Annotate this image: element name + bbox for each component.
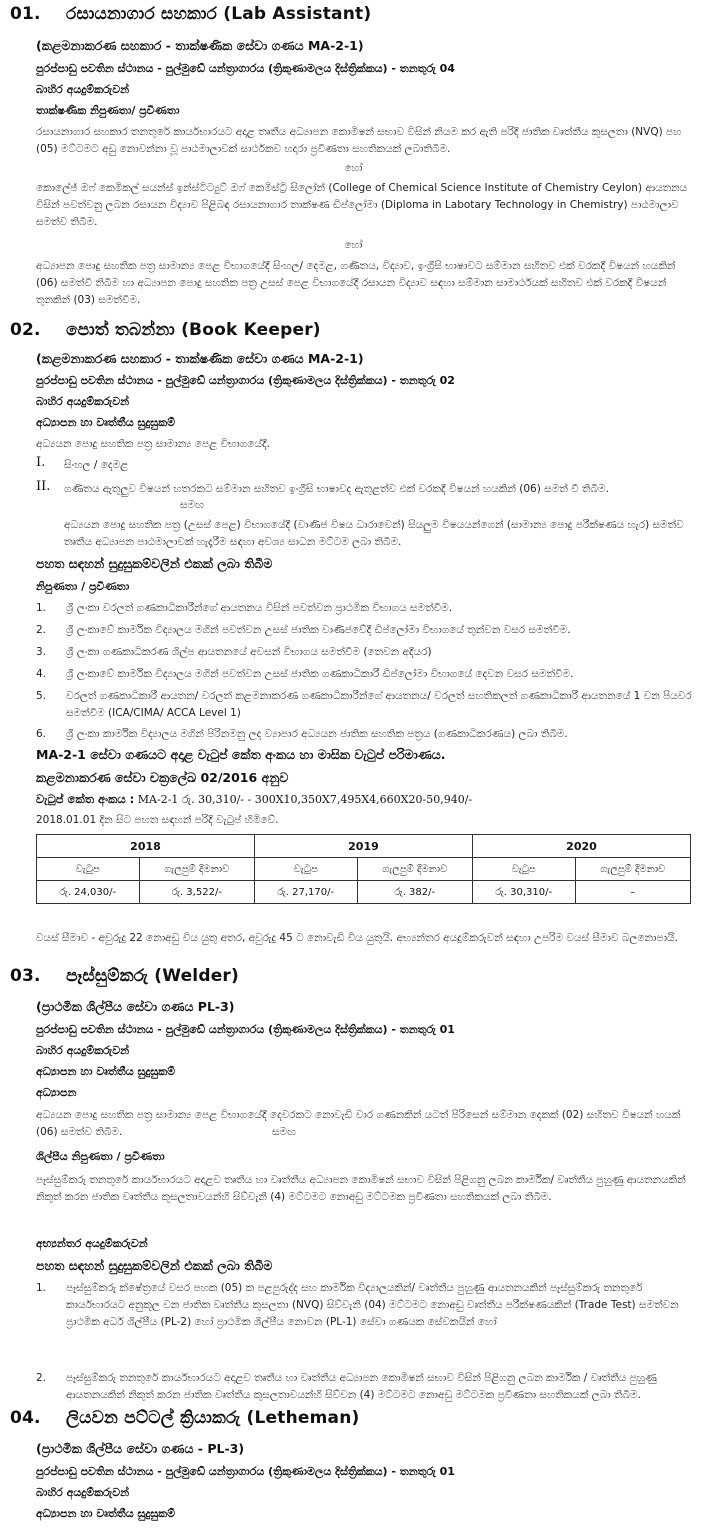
item-number: 6. <box>36 728 47 740</box>
item-number: 2. <box>36 624 47 636</box>
qualification-paragraph: කොලේජ් ඔෆ් කෙමිකල් සයන්ස් ඉන්ස්ටිට්‍යුට් ඔෆ් කෙමිස්ට්‍රි සිලෝන් (College of Chemical Science Institute of Chemistry Ceylon) ආයතනය විසින් පවත්වනු ලබන රසායන විද්‍යාව පිළිබඳ රසායනාගාර තාක්ෂණ ඩිප්ලෝමා (Diploma in Labotary Technology in Chemistry) පාඨමාලාව සමත්ව තිබීම. <box>36 182 688 228</box>
vacancy-location: පුරප්පාඩු පවතින ස්ථානය - පුල්මුඩේ යන්ත්‍රාගාරය (ත්‍රිකුණාමලය දිස්ත්‍රික්කය) - තනතුරු 04 <box>36 62 455 75</box>
service-grade: (ප්‍රාථමික ශිල්පීය සේවා ගණය - PL-3) <box>36 1441 245 1456</box>
list-item <box>36 1280 695 1331</box>
section-title: ලියවන පට්ටල් ක්‍රියාකරු (Letheman) <box>66 1408 360 1428</box>
external-applicants: බාහිර අයදුම්කරුවන් <box>36 395 130 408</box>
item-text: ශ්‍රී ලංකා කාර්මික විද්‍යාලය මගින් පිරිනමනු ලද ව්‍යාපාර අධ්‍යයන ජාතික සහතික පත්‍රය (ගණකාධිකරණය) ලබා තිබීම. <box>66 728 568 740</box>
requirement-text: සිංහල / දෙමළ <box>64 459 129 471</box>
education-heading: අධ්‍යාපන හා වෘත්තීය සුදුසුකම් <box>36 1507 175 1520</box>
salary-heading: MA-2-1 සේවා ගණයට අදාළ වැටුප් කේත අංකය හා මාසික වැටුප් පරිමාණය. <box>36 747 446 762</box>
list-item <box>36 688 695 722</box>
list-item <box>36 726 695 743</box>
year-header: 2020 <box>472 835 690 858</box>
table-row <box>37 858 691 881</box>
external-applicants: බාහිර අයදුම්කරුවන් <box>36 83 130 96</box>
vacancy-location: පුරප්පාඩු පවතින ස්ථානය - පුල්මුඩේ යන්ත්‍රාගාරය (ත්‍රිකුණාමලය දිස්ත්‍රික්කය) - තනතුරු 02 <box>36 374 455 387</box>
item-text: ශ්‍රී ලංකාවේ කාර්මික විද්‍යාලය මගින් පවත්වන උසස් ජාතික ගණකාධිකාරී ඩිප්ලෝමා විභාගයේ දෙවන වසර සමත්වීම. <box>66 668 574 680</box>
list-item <box>36 644 695 661</box>
section-02-heading <box>10 320 321 340</box>
one-of-following: පහත සඳහන් සුදුසුකම්වලින් එකක් ලබා තිබීම <box>36 556 273 571</box>
roman-numeral: I. <box>36 455 46 470</box>
table-row <box>37 881 691 904</box>
service-grade: (කළමනාකරණ සහකාර - තාක්ෂණික සේවා ගණය MA-2-1) <box>36 38 364 53</box>
column-header: ගැලපුම් දීමනාව <box>357 858 472 881</box>
qualification-paragraph: රසායනාගාර සහකාර තනතුරේ කාර්යභාරයට අදාළ තෘතීය අධ්‍යාපන කොමිෂන් සභාව විසින් නියම කර ඇති පරිදි ජාතික වෘත්තීය කුසලතා (NVQ) පහ (05) මට්ටමට අඩු නොවන්නා වූ පාඨමාලාවක් සාර්ථකව හදාරා ප්‍රවීණතා සහතිකයක් ලබාතිබීම. <box>36 126 682 155</box>
vacancy-location: පුරප්පාඩු පවතින ස්ථානය - පුල්මුඩේ යන්ත්‍රාගාරය (ත්‍රිකුණාමලය දිස්ත්‍රික්කය) - තනතුරු 01 <box>36 1465 455 1478</box>
item-number: 1. <box>36 602 47 614</box>
skills-heading: නිපුණතා / ප්‍රවීණතා <box>36 580 130 593</box>
item-number: 5. <box>36 690 47 702</box>
section-number: 02. <box>10 320 41 340</box>
list-item <box>36 622 695 639</box>
list-item <box>36 600 695 617</box>
vacancy-location: පුරප්පාඩු පවතින ස්ථානය - පුල්මුඩේ යන්ත්‍රාගාරය (ත්‍රිකුණාමලය දිස්ත්‍රික්කය) - තනතුරු 01 <box>36 1023 455 1036</box>
requirement-text: ගණිතය ඇතුලුව විෂයන් හතරකට සම්මාන සහිතව ඉංග්‍රීසි භාෂාවද ඇතුළත්ව එක් වරකදී විෂයන් හයකින් (06) සමත් වී තිබීම. <box>64 483 609 495</box>
table-cell: – <box>575 881 690 904</box>
with-label: සමඟ <box>180 499 204 511</box>
salary-code-line <box>36 792 472 807</box>
salary-from-date: 2018.01.01 දින සිට පහත සඳහන් පරිදි වැටුප් හිමිවේ. <box>36 814 279 826</box>
section-title: පොත් තබන්නා (Book Keeper) <box>66 320 321 340</box>
table-cell: රු. 382/- <box>357 881 472 904</box>
skills-heading: ශිල්පීය නිපුණතා / ප්‍රවීණතා <box>36 1150 165 1163</box>
skills-text: පෑස්සුම්කරු තනතුරේ කාර්යභාරයට අදාළව තෘතීය හා වෘත්තීය අධ්‍යාපන කොමිෂන් සභාව විසින් පිළිගනු ලබන කාර්මික/ වෘත්තීය පුහුණු ආයතනයකින් නිකුත් කරන ජාතික වෘත්තීය කුසලතාවයන්හි සිව්වැනි (4) මට්ටමට නොඅඩු මට්ටමක ප්‍රවීණතා සහතිකයක් ලබා තිබීම. <box>36 1174 686 1203</box>
age-limit-note: වයස් සීමාව - අවුරුදු 22 නොඅඩු විය යුතු අතර, අවුරුදු 45 ට නොවැඩි විය යුතුයි. අභ්‍යන්තර අයදුම්කරුවන් සඳහා උපරිම වයස් සීමාව බලනොපායි. <box>36 932 678 944</box>
or-separator: හෝ <box>344 240 363 251</box>
item-text: පෑස්සුම්කරු ක්ෂේත්‍රයේ වසර පහක (05) ක පළපුරුද්ද සහ කාර්මික විද්‍යාලයකින්/ වෘත්තීය පුහුණු ආයතනයකින් පෑස්සුම්කරු තනතුරේ කාර්යභාරයට අනුකූල වන ජාතික වෘත්තීය කුසලතා (NVQ) සිව්වැනි (04) මට්ටමට නොඅඩු වෘත්තීය පරීක්ෂණයකින් (Trade Test) සමත්වන ප්‍රාථමික අර්ධ ශිල්පීය (PL-2) හෝ ප්‍රාථමික ශිල්පීය නොවන (PL-1) සේවා ගණයක සේවකයින් හෝ <box>66 1282 679 1328</box>
education-heading: අධ්‍යාපන හා වෘත්තීය සුදුසුකම් <box>36 416 175 429</box>
service-grade: (කළමනාකරණ සහකාර - තාක්ෂණික සේවා ගණය MA-2-1) <box>36 351 364 366</box>
section-03-heading <box>10 966 239 986</box>
table-row <box>37 835 691 858</box>
salary-table <box>36 834 691 904</box>
item-number: 2. <box>36 1372 47 1384</box>
item-text: ශ්‍රී ලංකාවේ කාර්මික විද්‍යාලය මගින් පවත්වන උසස් ජාතික වාණිජවේදී ඩිප්ලෝමා විභාගයේ තුන්වන වසර සමත්වීම. <box>66 624 571 636</box>
section-01-heading <box>10 4 371 24</box>
table-cell: රු. 27,170/- <box>254 881 357 904</box>
salary-code-label: වැටුප් කේත අංකය : <box>36 792 135 806</box>
item-number: 1. <box>36 1282 47 1294</box>
column-header: වැටුප <box>37 858 140 881</box>
one-of-following: පහත සඳහන් සුදුසුකම්වලින් එකක් ලබා තිබීම <box>36 1258 273 1273</box>
education-intro: අධ්‍යයන පොදු සහතික පත්‍ර සාමාන්‍ය පෙළ විභාගයේදී. <box>36 438 270 450</box>
column-header: ගැලපුම් දීමනාව <box>139 858 254 881</box>
item-number: 4. <box>36 668 47 680</box>
education-text: අධ්‍යයන පොදු සහතික පත්‍ර සාමාන්‍ය පෙළ විභාගයේදී දෙවරකට නොවැඩි වාර ගණනකින් යටත් පිරිසෙන් සම්මාන දෙකක් (02) සහිතව විෂයන් හයක් (06) සමත්ව තිබීම. <box>36 1109 681 1138</box>
table-cell: රු. 3,522/- <box>139 881 254 904</box>
column-header: වැටුප <box>472 858 575 881</box>
item-text: ශ්‍රී ලංකා ගණකාධිකරණ ශිල්ප ආයතනයේ අවසන් විභාගය සමත්වීම (තෙවන අදියර) <box>66 646 432 658</box>
table-cell: රු. 24,030/- <box>37 881 140 904</box>
section-04-heading <box>10 1408 360 1428</box>
skills-heading: තාක්ෂණික නිපුණතා/ ප්‍රවීණතා <box>36 104 180 117</box>
roman-numeral: II. <box>36 479 51 494</box>
section-number: 03. <box>10 966 41 986</box>
education-subheading: අධ්‍යාපන <box>36 1086 77 1099</box>
table-cell: රු. 30,310/- <box>472 881 575 904</box>
education-heading: අධ්‍යාපන හා වෘත්තීය සුදුසුකම් <box>36 1065 175 1078</box>
service-grade: (ප්‍රාථමික ශිල්පීය සේවා ගණය PL-3) <box>36 999 235 1014</box>
section-number: 01. <box>10 4 41 24</box>
column-header: ගැලපුම් දීමනාව <box>575 858 690 881</box>
section-title: රසායනාගාර සහකාර (Lab Assistant) <box>66 4 372 24</box>
item-number: 3. <box>36 646 47 658</box>
external-applicants: බාහිර අයදුම්කරුවන් <box>36 1486 130 1499</box>
circular-reference: කළමනාකරණ සේවා චක්‍රලේඛ 02/2016 අනුව <box>36 770 289 785</box>
list-item <box>36 666 695 683</box>
qualification-paragraph: අධ්‍යාපන පොදු සහතික පත්‍ර සාමාන්‍ය පෙළ විභාගයේදී සිංහල/ දෙමළ, ගණිතය, විද්‍යාව, ඉංග්‍රීසි භාෂාවට සම්මාන සහිතව එක් වරකදී විෂයන් හයකින් (06) සමත්වී තිබීම හා අධ්‍යාපන පොදු සහතික පත්‍ර උසස් පෙළ විභාගයේදී රසායන විද්‍යාව සඳහා සම්මාන සාමාර්ථයක් සහිතව එක් වරකදී විෂයන් තුනකින් (03) සමත්වීම. <box>36 260 676 306</box>
item-text: පෑස්සුම්කරු තනතුරේ කාර්යභාරයට අදාළව තෘතීය හා වෘත්තීය අධ්‍යාපන කොමිෂන් සභාව විසින් පිළිගනු ලබන කාර්මික / වෘත්තීය පුහුණු ආයතනයකින් නිකුත් කරන ජාතික වෘත්තීය කුසලතාවයන්හි සිව්වන (4) මට්ටමට නොඅඩු මට්ටමක ප්‍රවීණතා සහතිකයක් ලබා තිබීම. <box>66 1372 657 1401</box>
with-label: සමඟ <box>272 1126 296 1138</box>
list-item <box>36 1370 695 1404</box>
qualification-list <box>36 600 695 740</box>
column-header: වැටුප <box>254 858 357 881</box>
or-separator: හෝ <box>344 163 363 174</box>
internal-applicants: අභ්‍යන්තර අයදුම්කරුවන් <box>36 1237 148 1250</box>
item-text: වරලත් ගණකාධිකාරී ආයතන/ වරලත් කළමනාකරණ ගණකාධිකාරීන්ගේ ආයතනය/ වරලත් සහතිකලත් ගණකාධිකාරී ආයතනයේ 1 වන පියවර සමත්වීම (ICA/CIMA/ ACCA Level 1) <box>66 690 692 719</box>
section-title: පෑස්සුම්කරු (Welder) <box>66 966 239 986</box>
salary-code-value: MA-2-1 රු. 30,310/- - 300X10,350X7,495X4,660X20-50,940/- <box>137 793 473 806</box>
item-text: ශ්‍රී ලංකා වරලත් ගණකාධිකාරීන්ගේ ආයතනය විසින් පවත්වන ප්‍රාථමික විභාගය සමත්වීම. <box>66 602 453 614</box>
year-header: 2018 <box>37 835 255 858</box>
al-requirement: අධ්‍යයන පොදු සහතික පත්‍ර (උසස් පෙළ) විභාගයේදී (වාණිජ විෂය ධාරාවෙන්) සියලුම විෂයයන්ගෙන් (සාමාන්‍ය පොදු පරීක්ෂණය හැර) සමත්ව තෘතීය අධ්‍යාපන පාඨමාලාවක් හැදෑරීම සඳහා අවශ්‍ය සාධන මට්ටම ලබා තිබීම. <box>64 519 684 548</box>
year-header: 2019 <box>254 835 472 858</box>
external-applicants: බාහිර අයදුම්කරුවන් <box>36 1044 130 1057</box>
section-number: 04. <box>10 1408 41 1428</box>
